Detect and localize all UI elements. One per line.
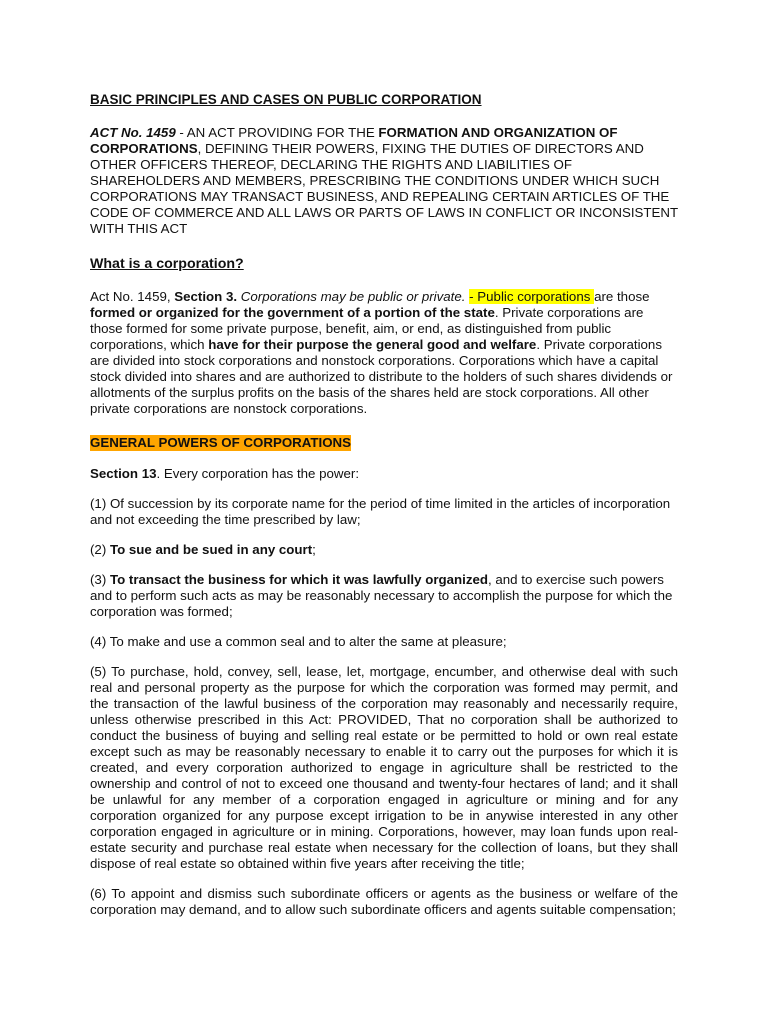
public-corporations-highlight: - Public corporations: [469, 289, 595, 304]
section-13-label: Section 13: [90, 466, 157, 481]
act-rest: , DEFINING THEIR POWERS, FIXING THE DUTIES OF DIRECTORS AND OTHER OFFICERS THEREOF, DECLARING THE RIGHTS AND LIABILITIES OF SHAREHOLDERS AND MEMBERS, PRESCRIBING THE CONDITIONS UNDER WHICH SUCH CORPORATIONS MAY TRANSACT BUSINESS, AND REPEALING CERTAIN ARTICLES OF THE CODE OF COMMERCE AND ALL LAWS OR PARTS OF LAWS IN CONFLICT OR INCONSISTENT WITH THIS ACT: [90, 141, 678, 236]
section-3-label: Section 3.: [174, 289, 238, 304]
power-3-number: (3): [90, 572, 110, 587]
act-number: ACT No. 1459: [90, 125, 176, 140]
document-title: BASIC PRINCIPLES AND CASES ON PUBLIC CORPORATION: [90, 92, 482, 107]
section-3-bold-a: formed or organized for the government of a portion of the state: [90, 305, 495, 320]
power-5: (5) To purchase, hold, convey, sell, lease, let, mortgage, encumber, and otherwise deal with such real and personal property as the purpose for which the corporation was formed may permit, and the transaction of the lawful business of the corporation may reasonably and necessarily require, unless otherwise prescribed in this Act: PROVIDED, That no corporation shall be authorized to conduct the business of buying and selling real estate or be permitted to hold or own real estate except such as may be reasonably necessary to enable it to carry out the purposes for which it is created, and every corporation authorized to engage in agriculture shall be restricted to the ownership and control of not to exceed one thousand and twenty-four hectares of land; and it shall be unlawful for any member of a corporation engaged in agriculture or mining and for any corporation organized for any purpose except irrigation to be in anywise interested in any other corporation engaged in agriculture or in mining. Corporations, however, may loan funds upon real-estate security and purchase real estate when necessary for the collection of loans, but they shall dispose of real estate so obtained within five years after receiving the title;: [90, 664, 678, 871]
act-description: [90, 125, 678, 237]
general-powers-heading: GENERAL POWERS OF CORPORATIONS: [90, 435, 352, 450]
section-3-text-c: . Private corporations are divided into stock corporations and nonstock corporations. Corporations which have a capital stock divided into shares and are authorized to distribute to the holders of such shares dividends or allotments of the surplus profits on the basis of the shares held are stock corporations. All other private corporations are nonstock corporations.: [90, 337, 673, 416]
section-3-italic: Corporations may be public or private.: [237, 289, 466, 304]
document-body: [90, 92, 678, 918]
power-3-bold: To transact the business for which it was lawfully organized: [109, 572, 488, 587]
power-2-number: (2): [90, 542, 110, 557]
act-bold-phrase: FORMATION AND ORGANIZATION OF CORPORATIONS: [90, 125, 618, 156]
power-4: (4) To make and use a common seal and to alter the same at pleasure;: [90, 634, 507, 649]
section-13-paragraph: [90, 466, 678, 482]
power-1: (1) Of succession by its corporate name for the period of time limited in the articles of incorporation and not exceeding the time prescribed by law;: [90, 496, 671, 527]
section-3-paragraph: [90, 289, 678, 417]
section-3-intro: Act No. 1459,: [90, 289, 175, 304]
power-2-end: ;: [312, 542, 316, 557]
power-2-bold: To sue and be sued in any court: [109, 542, 313, 557]
power-3: [90, 572, 678, 620]
power-2: [90, 542, 678, 558]
power-6: (6) To appoint and dismiss such subordinate officers or agents as the business or welfare of the corporation may demand, and to allow such subordinate officers and agents suitable compensation;: [90, 886, 678, 917]
act-lead: - AN ACT PROVIDING FOR THE: [175, 125, 379, 140]
section-13-text: . Every corporation has the power:: [156, 466, 360, 481]
power-3-rest: , and to exercise such powers and to perform such acts as may be reasonably necessary to accomplish the purpose for which the corporation was formed;: [90, 572, 673, 619]
question-heading: What is a corporation?: [90, 256, 244, 272]
section-3-text-a: are those: [594, 289, 650, 304]
section-3-bold-b: have for their purpose the general good and welfare: [208, 337, 537, 352]
section-3-text-b: . Private corporations are those formed for some private purpose, benefit, aim, or end, as distinguished from public corporations, which: [90, 305, 644, 352]
